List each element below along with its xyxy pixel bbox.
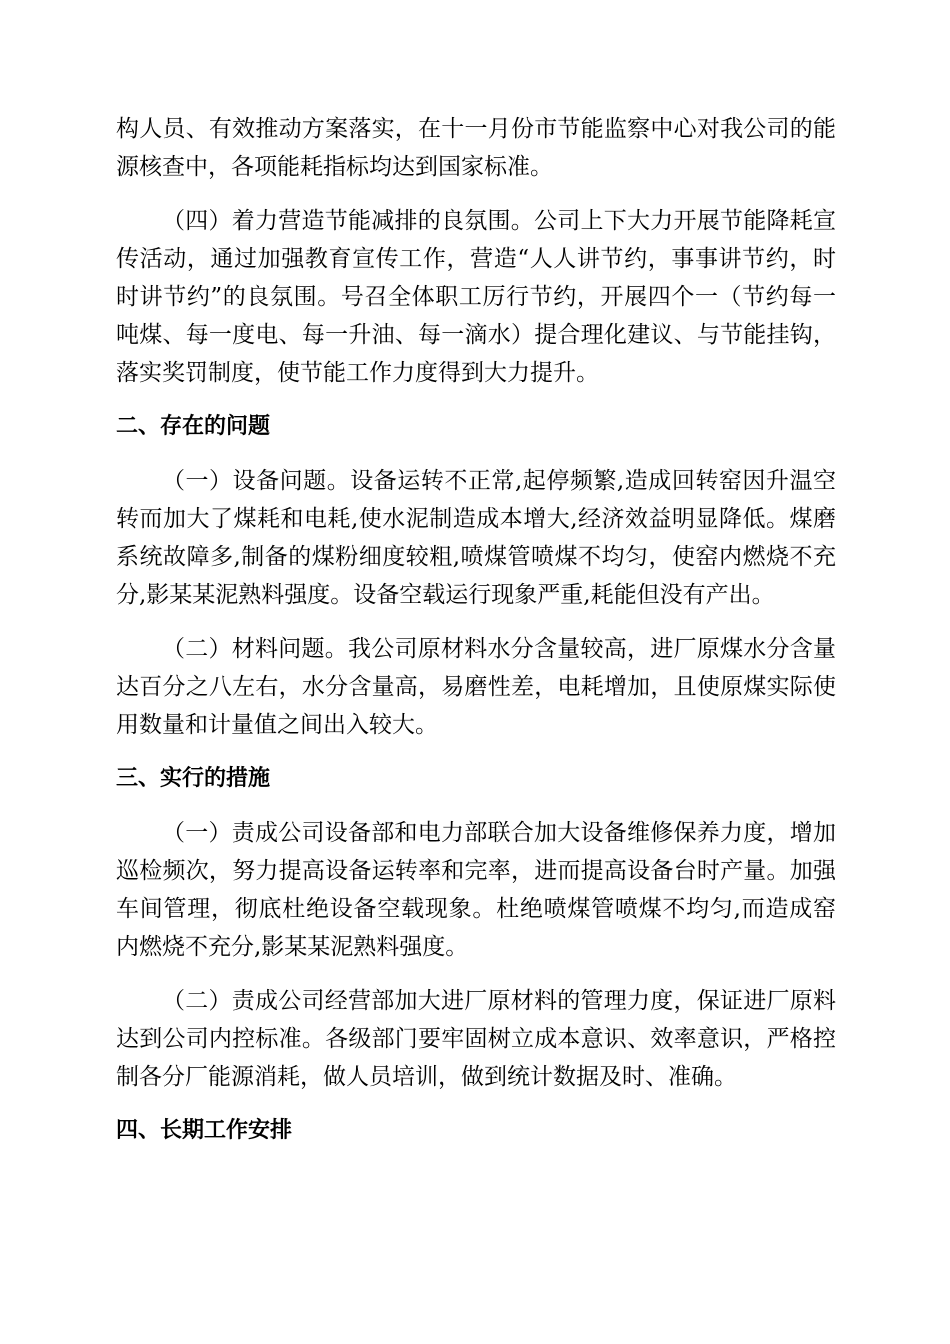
section-heading-measures: 三、实行的措施 [116, 766, 271, 791]
paragraph-equipment-problems: （一）设备问题。设备运转不正常,起停频繁,造成回转窑因升温空转而加大了煤耗和电耗,使水泥制造成本增大,经济效益明显降低。煤磨系统故障多,制备的煤粉细度较粗,喷煤管喷煤不均匀，使窑内燃烧不充分,影某某泥熟料强度。设备空载运行现象严重,耗能但没有产出。 [116, 468, 836, 608]
paragraph-equipment-measures: （一）责成公司设备部和电力部联合加大设备维修保养力度，增加巡检频次，努力提高设备运转率和完率，进而提高设备台时产量。加强车间管理，彻底杜绝设备空载现象。杜绝喷煤管喷煤不均匀,而造成窑内燃烧不充分,影某某泥熟料强度。 [116, 820, 836, 960]
paragraph-energy-saving-atmosphere: （四）着力营造节能减排的良氛围。公司上下大力开展节能降耗宣传活动，通过加强教育宣传工作，营造“人人讲节约，事事讲节约，时时讲节约”的良氛围。号召全体职工厉行节约，开展四个一（节约每一吨煤、每一度电、每一升油、每一滴水）提合理化建议、与节能挂钩，落实奖罚制度，使节能工作力度得到大力提升。 [116, 208, 836, 386]
section-heading-problems: 二、存在的问题 [116, 414, 271, 439]
paragraph-material-problems: （二）材料问题。我公司原材料水分含量较高，进厂原煤水分含量达百分之八左右，水分含量高，易磨性差，电耗增加，且使原煤实际使用数量和计量值之间出入较大。 [116, 636, 836, 738]
paragraph-material-measures: （二）责成公司经营部加大进厂原材料的管理力度，保证进厂原料达到公司内控标准。各级部门要牢固树立成本意识、效率意识，严格控制各分厂能源消耗，做人员培训，做到统计数据及时、准确。 [116, 988, 836, 1090]
document-page [116, 110, 836, 1166]
paragraph-continuation: 构人员、有效推动方案落实，在十一月份市节能监察中心对我公司的能源核查中，各项能耗指标均达到国家标准。 [116, 116, 836, 180]
section-heading-long-term-plan: 四、长期工作安排 [116, 1118, 293, 1143]
